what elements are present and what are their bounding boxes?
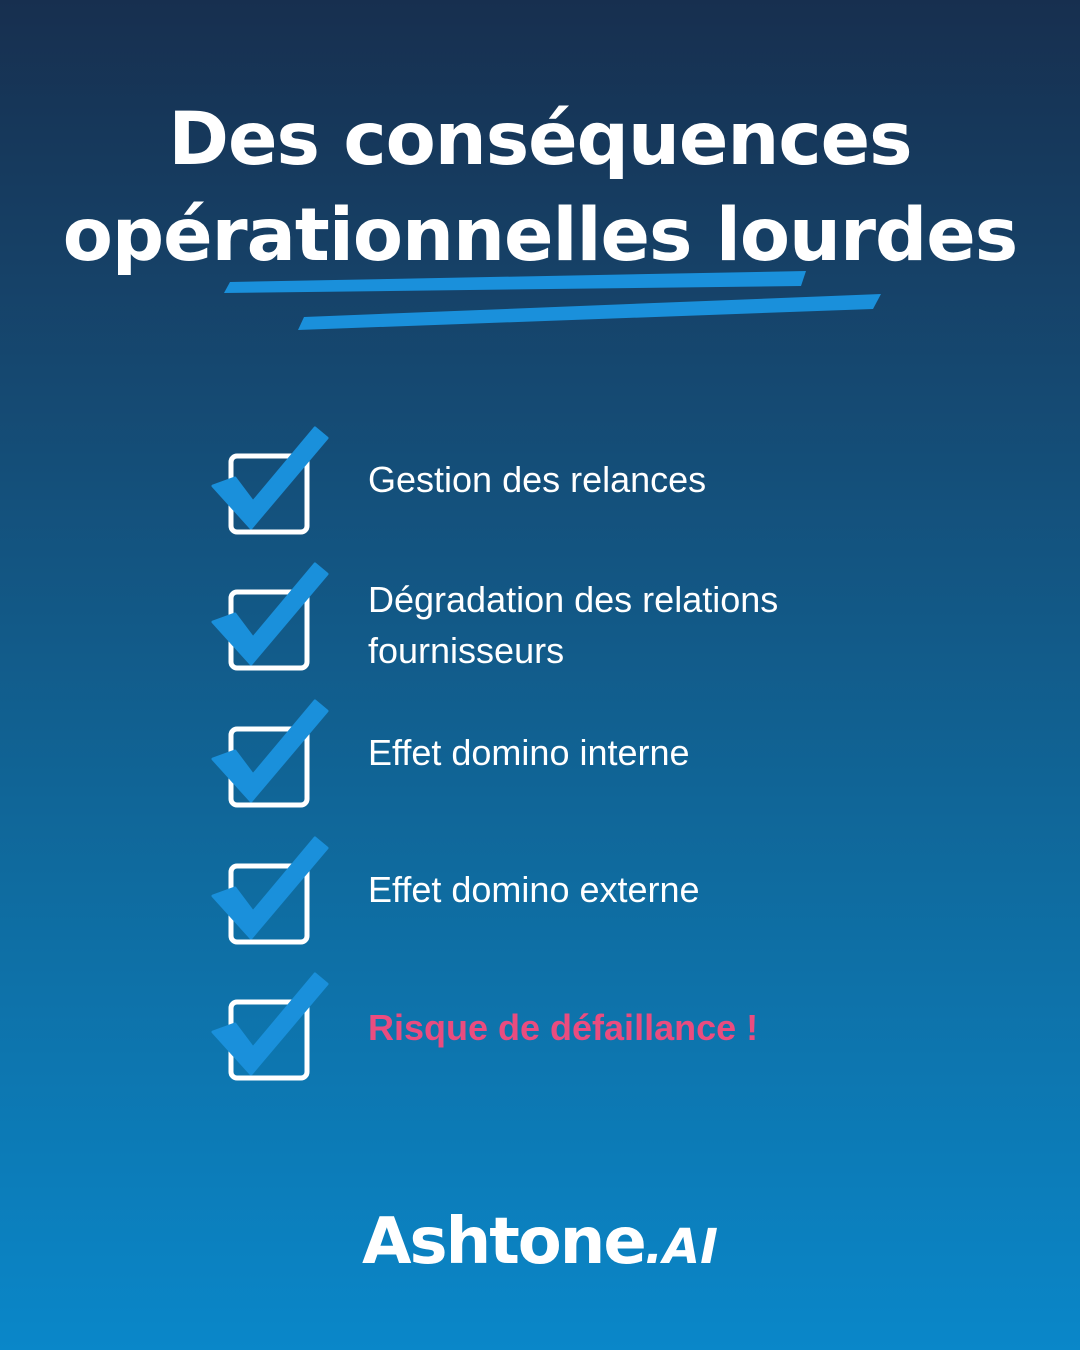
checklist-item-label: Gestion des relances: [368, 459, 707, 500]
brand-logo-suffix: .AI: [644, 1219, 718, 1275]
checkbox-checked-icon: [205, 966, 335, 1086]
title-line-1: Des conséquences: [168, 97, 912, 182]
checkbox-checked-icon: [205, 420, 335, 540]
title-line-2: opérationnelles lourdes: [62, 193, 1018, 278]
checkbox-checked-icon: [205, 830, 335, 950]
checkbox-checked-icon: [205, 556, 335, 676]
brand-logo-name: Ashtone: [362, 1205, 645, 1279]
checklist-item-label: Dégradation des relations fournisseurs: [368, 579, 779, 671]
checklist-item-label: Effet domino interne: [368, 732, 690, 773]
checkbox-checked-icon: [205, 693, 335, 813]
warning-label: Risque de défaillance !: [368, 1007, 759, 1048]
underline-stroke-1: [224, 271, 806, 293]
title-underline-decoration: [0, 0, 1080, 340]
underline-stroke-2: [298, 294, 881, 330]
checklist-item-label: Effet domino externe: [368, 869, 700, 910]
brand-logo: [0, 1206, 1080, 1283]
